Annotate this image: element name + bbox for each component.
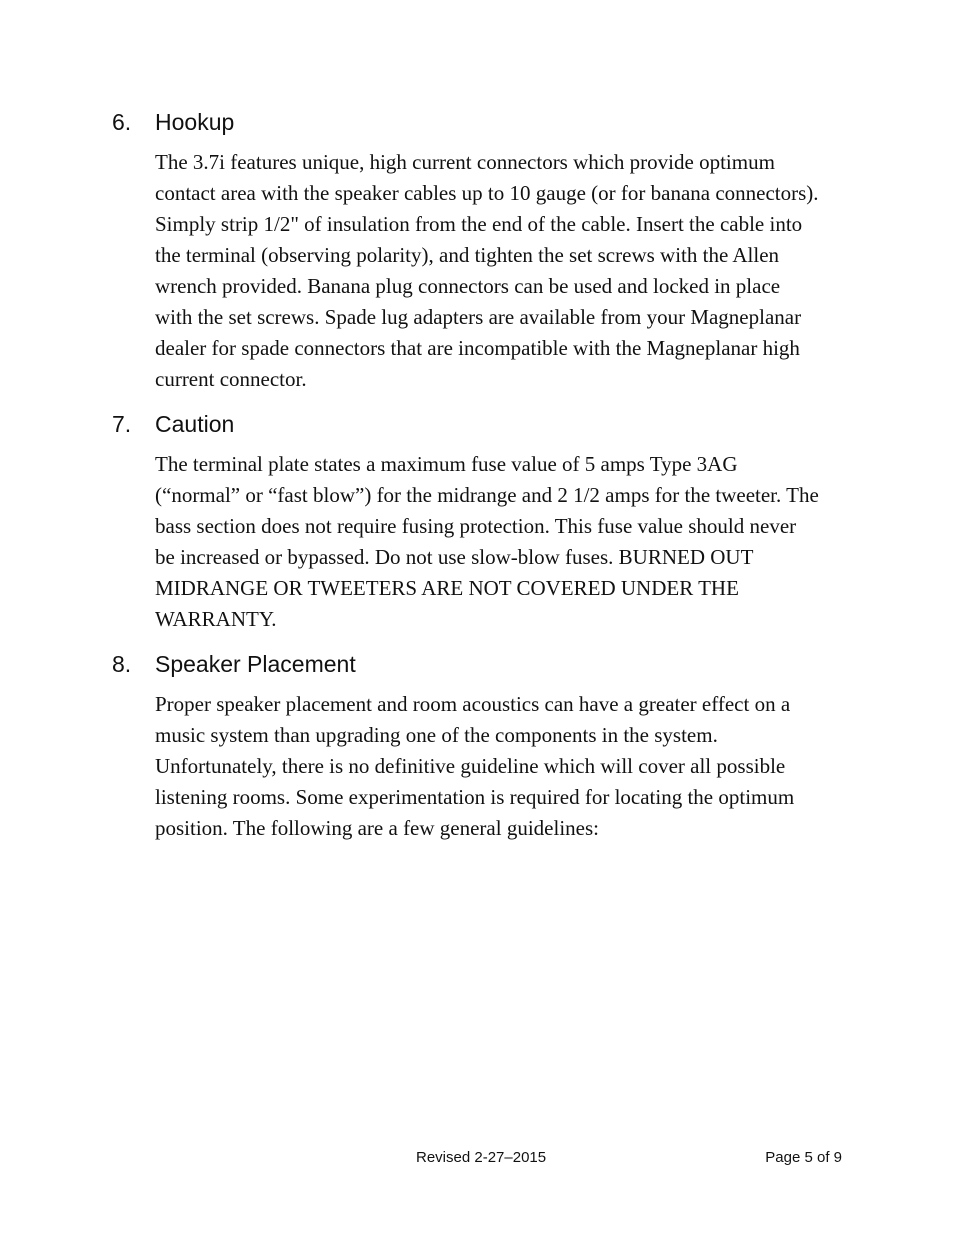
section-title: Caution (155, 411, 235, 437)
paragraph-line: Simply strip 1/2" of insulation from the end of the cable. Insert the cable into (155, 212, 803, 236)
section-paragraph (155, 147, 845, 395)
paragraph-line: dealer for spade connectors that are incompatible with the Magneplanar high (155, 336, 800, 360)
section-heading (112, 410, 852, 438)
section-number: 6. (112, 109, 132, 135)
section-heading (112, 650, 852, 678)
paragraph-line: contact area with the speaker cables up to 10 gauge (or for banana connectors). (155, 181, 819, 205)
paragraph-line: music system than upgrading one of the components in the system. (155, 723, 718, 747)
section-title: Hookup (155, 109, 235, 135)
paragraph-line: bass section does not require fusing protection. This fuse value should never (155, 514, 797, 538)
paragraph-line: MIDRANGE OR TWEETERS ARE NOT COVERED UNDER THE (155, 576, 739, 600)
footer-page-number: Page 5 of 9 (765, 1149, 842, 1166)
section-hookup (112, 108, 852, 395)
paragraph-line: with the set screws. Spade lug adapters are available from your Magneplanar (155, 305, 802, 329)
section-paragraph (155, 449, 845, 635)
paragraph-line: the terminal (observing polarity), and tighten the set screws with the Allen (155, 243, 780, 267)
section-title: Speaker Placement (155, 651, 356, 677)
paragraph-line: listening rooms. Some experimentation is required for locating the optimum (155, 785, 795, 809)
section-speaker-placement (112, 650, 852, 844)
section-heading (112, 108, 852, 136)
footer-revised-date: Revised 2-27–2015 (416, 1149, 547, 1166)
paragraph-line: Unfortunately, there is no definitive guideline which will cover all possible (155, 754, 786, 778)
paragraph-line: WARRANTY. (155, 607, 277, 631)
paragraph-line: Proper speaker placement and room acoustics can have a greater effect on a (155, 692, 791, 716)
paragraph-line: position. The following are a few general guidelines: (155, 816, 599, 840)
paragraph-line: The terminal plate states a maximum fuse value of 5 amps Type 3AG (155, 452, 738, 476)
section-caution (112, 410, 852, 635)
paragraph-line: current connector. (155, 367, 307, 391)
section-number: 7. (112, 411, 132, 437)
paragraph-line: be increased or bypassed. Do not use slow-blow fuses. BURNED OUT (155, 545, 754, 569)
paragraph-line: The 3.7i features unique, high current connectors which provide optimum (155, 150, 775, 174)
section-paragraph (155, 689, 845, 844)
section-number: 8. (112, 651, 132, 677)
paragraph-line: (“normal” or “fast blow”) for the midrange and 2 1/2 amps for the tweeter. The (155, 483, 819, 507)
paragraph-line: wrench provided. Banana plug connectors can be used and locked in place (155, 274, 781, 298)
